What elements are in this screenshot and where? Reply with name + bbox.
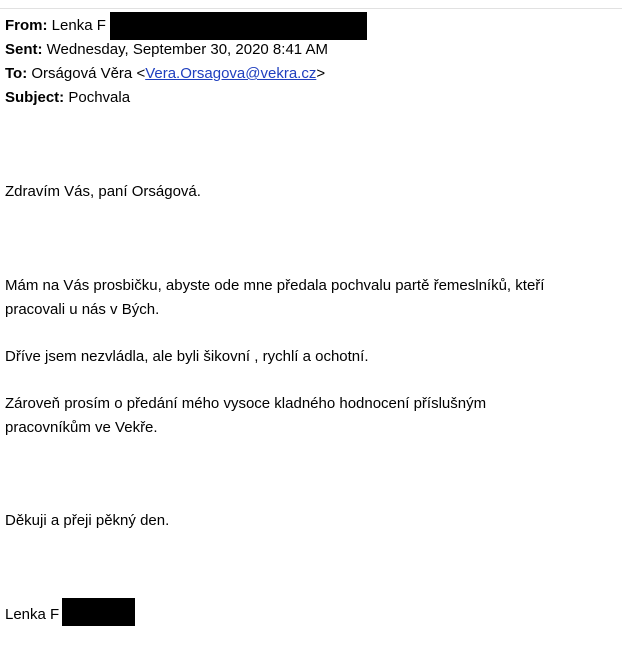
sent-label: Sent:	[5, 41, 43, 58]
signature: Lenka F	[5, 606, 60, 623]
to-close: >	[316, 65, 326, 82]
subject-row	[5, 88, 130, 108]
sent-row	[5, 40, 328, 60]
paragraph-1-line-2: pracovali u nás v Bých.	[5, 301, 160, 318]
to-name: Orságová Věra <	[31, 65, 146, 82]
from-label: From:	[5, 17, 48, 34]
subject-label: Subject:	[5, 89, 65, 106]
greeting: Zdravím Vás, paní Orságová.	[5, 183, 201, 200]
to-label: To:	[5, 65, 28, 82]
header-divider	[0, 8, 622, 9]
redaction-block-signature	[62, 598, 135, 626]
paragraph-3-line-2: pracovníkům ve Vekře.	[5, 419, 158, 436]
subject-value: Pochvala	[68, 89, 131, 106]
to-row	[5, 64, 325, 84]
to-email-link[interactable]: Vera.Orsagova@vekra.cz	[145, 65, 317, 82]
from-row	[5, 16, 106, 36]
closing-line: Děkuji a přeji pěkný den.	[5, 512, 170, 529]
paragraph-3-line-1: Zároveň prosím o předání mého vysoce kladného hodnocení příslušným	[5, 395, 487, 412]
sent-value: Wednesday, September 30, 2020 8:41 AM	[46, 41, 328, 58]
from-value: Lenka F	[51, 17, 106, 34]
paragraph-1-line-1: Mám na Vás prosbičku, abyste ode mne předala pochvalu partě řemeslníků, kteří	[5, 277, 545, 294]
redaction-block-from	[110, 12, 367, 40]
paragraph-2: Dříve jsem nezvládla, ale byli šikovní , rychlí a ochotní.	[5, 348, 369, 365]
